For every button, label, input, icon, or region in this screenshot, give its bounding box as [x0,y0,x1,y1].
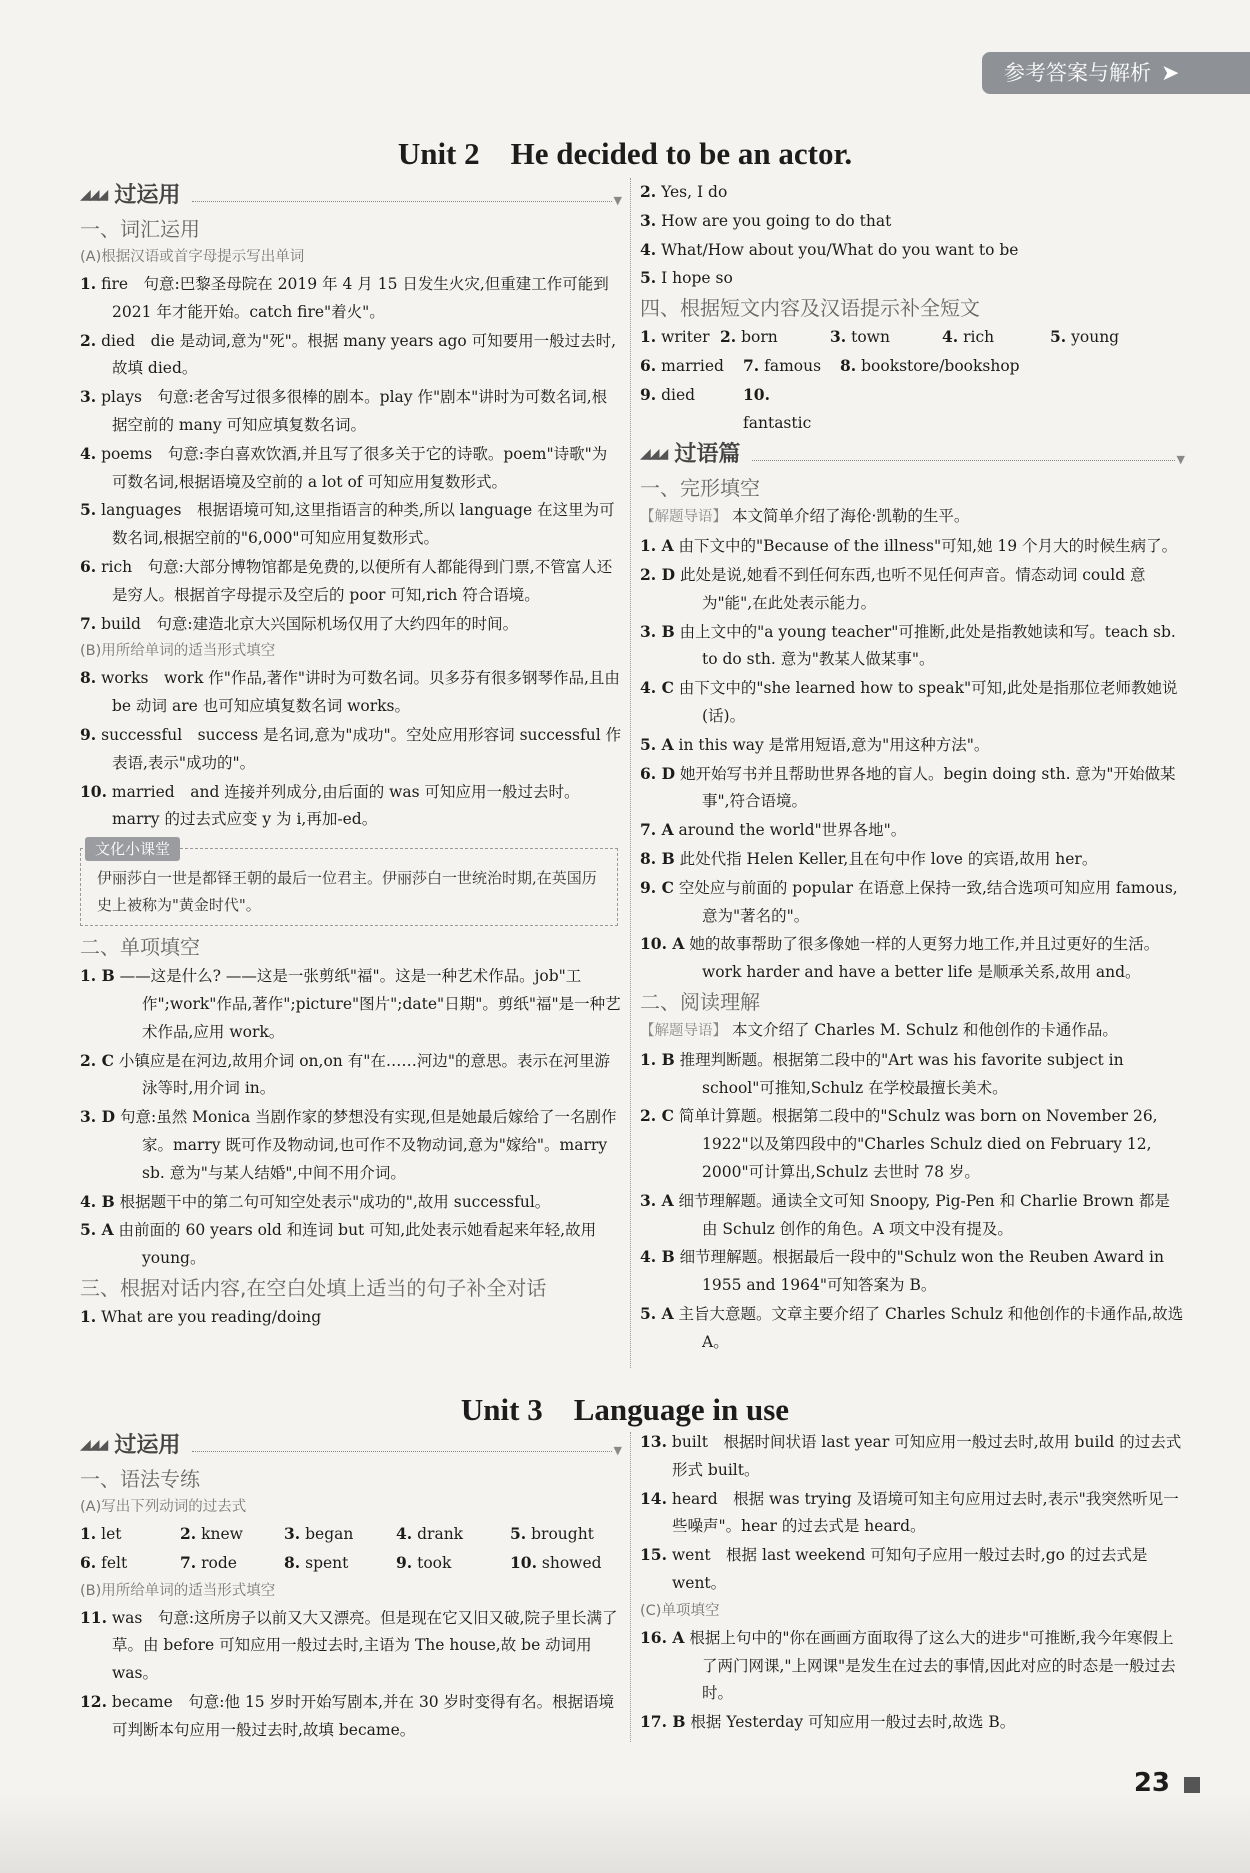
subsection-heading: (A)写出下列动词的过去式 [80,1499,247,1515]
answer-text: 小镇应是在河边,故用介词 on,on 有"在……河边"的意思。表示在河里游泳等时,用介词 in。 [118,1051,610,1098]
page-number: 23 [1133,1768,1170,1798]
chevron-down-icon: ▼ [613,194,622,208]
answer-number: 8. [284,1552,301,1572]
answer-number: 3. [80,387,97,407]
answer-number: 8. [840,355,857,375]
answer-number: 7. [80,613,97,633]
answer-number: 12. [80,1691,107,1711]
answer-number: 9. [396,1552,413,1572]
answer-text: married [661,356,724,375]
answer-entry [640,731,1185,760]
answer-number: 4. C [640,678,674,698]
answer-grid-cell [640,323,720,352]
answer-number: 3. B [640,621,675,641]
guide-text: 本文简单介绍了海伦·凯勒的生平。 [731,507,970,526]
section-major-heading [80,1428,622,1464]
answer-text: 由下文中的"Because of the illness"可知,她 19 个月大的时候生病了。 [678,537,1178,556]
answer-text: 根据题干中的第二句可知空处表示"成功的",故用 successful。 [119,1192,551,1211]
answer-number: 8. B [640,848,675,868]
answer-number: 11. [80,1607,107,1627]
answer-text: 由前面的 60 years old 和连词 but 可知,此处表示她看起来年轻,故用 young。 [118,1221,597,1268]
answer-entry [640,1187,1185,1244]
answer-text: took [417,1553,452,1572]
answer-entry [640,1485,1185,1542]
answer-grid-cell [180,1549,284,1578]
answer-number: 5. A [640,1303,674,1323]
answer-number: 2. [640,182,657,201]
answer-entry [640,207,1185,236]
answer-number: 1. [80,1524,97,1543]
header-tab [982,52,1250,94]
answer-entry [640,674,1185,731]
answer-text: ——这是什么? ——这是一张剪纸"福"。这是一种艺术作品。job"工作";work"作品,著作";picture"图片";date"日期"。剪纸"福"是一种艺术作品,应用 work。 [119,967,621,1041]
heading-rule [192,201,611,202]
answer-grid-cell [510,1520,610,1549]
answer-text: 细节理解题。通读全文可知 Snoopy, Pig-Pen 和 Charlie Brown 都是由 Schulz 创作的角色。A 项文中没有提及。 [678,1191,1170,1238]
answer-grid-cell [840,352,1100,381]
answer-entry [640,874,1185,931]
answer-text: married and 连接并列成分,由后面的 was 可知应用一般过去时。marry 的过去式应变 y 为 i,再加-ed。 [111,782,580,829]
heading-decoration-icon: ◢◢◢ [80,187,107,204]
answer-text: build 句意:建造北京大兴国际机场仅用了大约四年的时间。 [101,614,519,633]
answer-entry [640,236,1185,265]
answer-number: 4. [80,443,97,463]
heading-decoration-icon: ◢◢◢ [640,446,667,463]
answer-number: 7. [743,355,760,375]
section-major-title: 过运用 [114,183,181,209]
answer-text: 她的故事帮助了很多像她一样的人更努力地工作,并且过更好的生活。work harder and have a better life 是顺承关系,故用 and。 [689,935,1160,982]
answer-entry [80,610,622,639]
answer-number: 4. B [640,1247,675,1267]
answer-number: 3. [640,210,657,230]
answer-grid-cell [830,323,942,352]
answer-text: died [661,385,696,404]
culture-box [80,840,618,926]
guide-tag: 【解题导语】 [640,1022,727,1039]
answer-number: 3. D [80,1107,116,1127]
subsection-heading: (C)单项填空 [640,1602,720,1619]
answer-grid-cell [284,1520,396,1549]
answer-text: in this way 是常用短语,意为"用这种方法"。 [678,735,990,754]
answer-text: What/How about you/What do you want to be [661,240,1019,259]
answer-grid-cell [80,1520,180,1549]
reading-guide [640,503,1185,532]
answer-text: knew [201,1525,243,1543]
answer-text: I hope so [661,269,733,288]
answer-entry [80,962,622,1046]
answer-text: 句意:虽然 Monica 当剧作家的梦想没有实现,但是她最后嫁给了一名剧作家。marry 既可作及物动词,也可作不及物动词,意为"嫁给"。marry sb. 意为"与某人结婚",中间不用介词。 [119,1108,617,1182]
answer-entry [640,1102,1185,1186]
answer-text: 推理判断题。根据第二段中的"Art was his favorite subject in school"可推知,Schulz 在学校最擅长美术。 [679,1050,1124,1097]
answer-text: poems 句意:李白喜欢饮酒,并且写了很多关于它的诗歌。poem"诗歌"为可数名词,根据语境及空前的 a lot of 可知应用复数形式。 [101,444,608,491]
answer-text: spent [305,1553,349,1572]
answer-text: bookstore/bookshop [861,356,1020,375]
answer-text: How are you going to do that [661,211,892,230]
section-major-heading [80,178,622,214]
answer-entry [80,721,622,778]
section-major-title: 过运用 [114,1433,181,1459]
answer-number: 9. C [640,877,674,897]
unit3-right-column [640,1428,1185,1737]
answer-text: 由上文中的"a young teacher"可推断,此处是指教她读和写。teach sb. to do sth. 意为"教某人做某事"。 [679,622,1176,669]
answer-number: 5. A [80,1220,114,1240]
answer-text: brought [531,1525,594,1543]
answer-entry [80,778,622,835]
answer-grid-cell [640,381,743,438]
answer-text: 由下文中的"she learned how to speak"可知,此处是指那位老师教她说(话)。 [678,679,1178,725]
answer-entry [640,532,1185,561]
answer-entry [640,760,1185,817]
section-major-heading [640,437,1185,473]
unit2-left-column [80,178,622,1332]
answer-entry [640,178,1185,207]
section-heading: 四、根据短文内容及汉语提示补全短文 [640,296,980,321]
header-tab-label: 参考答案与解析 [1004,61,1151,85]
bottom-shade [0,1793,1250,1873]
answer-text: 空处应与前面的 popular 在语意上保持一致,结合选项可知应用 famous,意为"著名的"。 [678,878,1178,925]
unit3-title: Unit 3 Language in use [460,1392,790,1427]
answer-grid-cell [640,352,743,381]
answer-text: heard 根据 was trying 及语境可知主句应用过去时,表示"我突然听见一些噪声"。hear 的过去式是 heard。 [671,1489,1179,1536]
answer-text: successful success 是名词,意为"成功"。空处应用形容词 successful 作表语,表示"成功的"。 [101,725,622,772]
guide-tag: 【解题导语】 [640,509,727,526]
answer-grid-cell [510,1549,610,1578]
unit2-title: Unit 2 He decided to be an actor. [397,136,853,171]
answer-text: became 句意:他 15 岁时开始写剧本,并在 30 岁时变得有名。根据语境可判断本句应用一般过去时,故填 became。 [111,1692,615,1739]
answer-entry [640,1541,1185,1598]
answer-text: born [741,328,778,347]
answer-number: 6. [80,1552,97,1572]
answer-number: 5. A [640,734,674,754]
answer-text: famous [764,356,822,375]
answer-text: town [851,328,890,347]
answer-entry [80,1604,622,1688]
section-heading: 二、阅读理解 [640,989,760,1014]
answer-grid-cell [180,1520,284,1549]
answer-grid [80,1520,622,1549]
answer-number: 5. [80,500,97,520]
answer-number: 14. [640,1488,667,1508]
answer-number: 9. [640,384,657,404]
guide-text: 本文介绍了 Charles M. Schulz 和他创作的卡通作品。 [731,1020,1118,1039]
answer-text: 简单计算题。根据第二段中的"Schulz was born on November 26, 1922"以及第四段中的"Charles Schulz died on February 12, 2000"可计算出,Schulz 去世时 78 岁。 [678,1107,1158,1181]
answer-entry [80,1047,622,1104]
answer-number: 1. B [640,1049,675,1069]
culture-text: 伊丽莎白一世是都铎王朝的最后一位君主。伊丽莎白一世统治时期,在英国历史上被称为"黄金时代"。 [97,869,597,915]
answer-number: 2. C [640,1106,674,1126]
answer-entry [80,1688,622,1745]
answer-entry [80,664,622,721]
answer-text: writer [661,328,710,347]
section-heading: 一、完形填空 [640,476,760,501]
reading-guide [640,1017,1185,1046]
answer-text: showed [541,1553,602,1572]
rocket-icon: ➤ [1161,61,1180,86]
answer-number: 4. [396,1524,413,1543]
answer-number: 16. A [640,1627,685,1647]
section-major-title: 过语篇 [674,442,741,468]
answer-text: went 根据 last weekend 可知句子应用一般过去时,go 的过去式是 went。 [671,1546,1148,1592]
section-heading: 一、词汇运用 [80,217,200,241]
answer-grid [80,1549,622,1578]
answer-number: 1. [80,1306,97,1326]
answer-grid-cell [284,1549,396,1578]
answer-entry [80,553,622,610]
answer-grid [640,381,1185,438]
answer-grid [640,352,1185,381]
heading-rule [752,460,1174,461]
answer-text: 主旨大意题。文章主要介绍了 Charles Schulz 和他创作的卡通作品,故选 A。 [678,1304,1184,1351]
heading-rule [192,1451,611,1452]
answer-text: 此处代指 Helen Keller,且在句中作 love 的宾语,故用 her。 [679,849,1098,868]
answer-text: was 句意:这所房子以前又大又漂亮。但是现在它又旧又破,院子里长满了草。由 before 可知应用一般过去时,主语为 The house,故 be 动词用 was。 [111,1608,618,1683]
answer-text: Yes, I do [661,183,728,201]
answer-number: 4. [640,239,657,259]
answer-text: built 根据时间状语 last year 可知应用一般过去时,故用 build 的过去式形式 built。 [671,1433,1182,1479]
page-marker [1184,1777,1200,1793]
answer-text: fantastic [743,413,812,432]
answer-number: 10. [743,384,770,404]
answer-number: 13. [640,1432,667,1451]
answer-entry [640,618,1185,675]
answer-number: 17. B [640,1712,686,1732]
answer-entry [80,1303,622,1332]
answer-number: 1. [640,327,657,347]
answer-entry [640,845,1185,874]
answer-number: 6. D [640,763,676,783]
answer-entry [640,264,1185,293]
answer-number: 6. [80,556,97,576]
answer-number: 3. A [640,1190,674,1210]
section-heading: 三、根据对话内容,在空白处填上适当的句子补全对话 [80,1275,547,1300]
answer-text: works work 作"作品,著作"讲时为可数名词。贝多芬有很多钢琴作品,且由 be 动词 are 也可知应填复数名词 works。 [101,669,620,716]
answer-number: 5. [510,1524,527,1543]
answer-text: 细节理解题。根据最后一段中的"Schulz won the Reuben Award in 1955 and 1964"可知答案为 B。 [679,1248,1164,1295]
answer-grid-cell [743,352,840,381]
chevron-down-icon: ▼ [1176,453,1185,467]
answer-entry [640,1428,1185,1485]
answer-text: let [101,1525,122,1543]
answer-entry [640,1624,1185,1708]
answer-entry [80,327,622,384]
answer-text: around the world"世界各地"。 [678,821,907,840]
answer-text: 根据 Yesterday 可知应用一般过去时,故选 B。 [690,1713,1016,1732]
answer-entry [640,561,1185,618]
answer-number: 8. [80,668,97,688]
answer-entry [80,270,622,327]
answer-entry [640,1243,1185,1300]
answer-text: rode [201,1553,237,1572]
answer-entry [80,496,622,553]
answer-entry [640,816,1185,845]
unit3-left-column [80,1428,622,1745]
answer-number: 6. [640,355,657,375]
answer-number: 10. A [640,934,685,954]
answer-entry [80,1103,622,1187]
section-heading: 一、语法专练 [80,1467,200,1491]
answer-text: languages 根据语境可知,这里指语言的种类,所以 language 在这里为可数名词,根据空前的"6,000"可知应用复数形式。 [101,501,615,548]
culture-tag: 文化小课堂 [85,837,180,861]
answer-grid-cell [396,1549,510,1578]
answer-entry [80,1188,622,1217]
answer-number: 7. A [640,820,674,840]
chevron-down-icon: ▼ [613,1444,622,1458]
answer-text: rich [963,328,995,347]
answer-grid [640,323,1185,352]
column-divider [630,178,631,1368]
unit2-right-column [640,178,1185,1356]
answer-number: 3. [284,1524,301,1543]
answer-text: plays 句意:老舍写过很多很棒的剧本。play 作"剧本"讲时为可数名词,根据空前的 many 可知应填复数名词。 [101,388,608,434]
answer-text: What are you reading/doing [101,1307,322,1326]
answer-entry [80,440,622,497]
answer-number: 5. [640,268,657,288]
answer-number: 1. [80,274,97,293]
answer-grid-cell [720,323,830,352]
answer-number: 15. [640,1545,667,1565]
answer-number: 2. D [640,564,676,584]
answer-number: 2. [720,327,737,347]
answer-entry [640,1300,1185,1357]
answer-entry [640,930,1185,987]
column-divider-2 [630,1432,631,1742]
answer-number: 4. [942,327,959,347]
section-heading: 二、单项填空 [80,935,200,960]
answer-number: 1. B [80,966,115,986]
answer-number: 1. A [640,536,674,556]
answer-grid-cell [1050,323,1162,352]
answer-number: 2. [80,330,97,350]
answer-number: 7. [180,1552,197,1572]
answer-entry [80,383,622,440]
subsection-heading: (A)根据汉语或首字母提示写出单词 [80,249,305,265]
answer-entry [80,1216,622,1273]
answer-number: 10. [510,1552,537,1572]
answer-number: 2. C [80,1050,114,1070]
answer-number: 10. [80,781,107,801]
answer-number: 4. B [80,1191,115,1211]
subsection-heading: (B)用所给单词的适当形式填空 [80,1582,276,1599]
answer-text: felt [101,1553,128,1572]
answer-number: 9. [80,724,97,744]
answer-grid-cell [942,323,1050,352]
answer-grid-cell [396,1520,510,1549]
answer-grid-cell [743,381,840,438]
answer-number: 5. [1050,327,1067,347]
answer-text: young [1071,328,1120,347]
answer-text: 此处是说,她看不到任何东西,也听不见任何声音。情态动词 could 意为"能",在此处表示能力。 [679,565,1146,612]
answer-text: drank [417,1525,464,1543]
answer-text: rich 句意:大部分博物馆都是免费的,以便所有人都能得到门票,不管富人还是穷人。根据首字母提示及空后的 poor 可知,rich 符合语境。 [101,557,613,604]
answer-entry [640,1708,1185,1737]
answer-text: died die 是动词,意为"死"。根据 many years ago 可知要用一般过去时,故填 died。 [101,331,617,378]
answer-text: 她开始写书并且帮助世界各地的盲人。begin doing sth. 意为"开始做某事",符合语境。 [679,764,1176,811]
answer-text: 根据上句中的"你在画画方面取得了这么大的进步"可推断,我今年寒假上了两门网课,"上网课"是发生在过去的事情,因此对应的时态是一般过去时。 [689,1628,1176,1703]
answer-entry [640,1046,1185,1103]
answer-number: 3. [830,327,847,347]
answer-text: began [305,1525,354,1543]
answer-number: 2. [180,1524,197,1543]
heading-decoration-icon: ◢◢◢ [80,1437,107,1454]
answer-grid-cell [80,1549,180,1578]
answer-text: fire 句意:巴黎圣母院在 2019 年 4 月 15 日发生火灾,但重建工作可能到 2021 年才能开始。catch fire"着火"。 [101,275,609,321]
subsection-heading: (B)用所给单词的适当形式填空 [80,643,276,660]
